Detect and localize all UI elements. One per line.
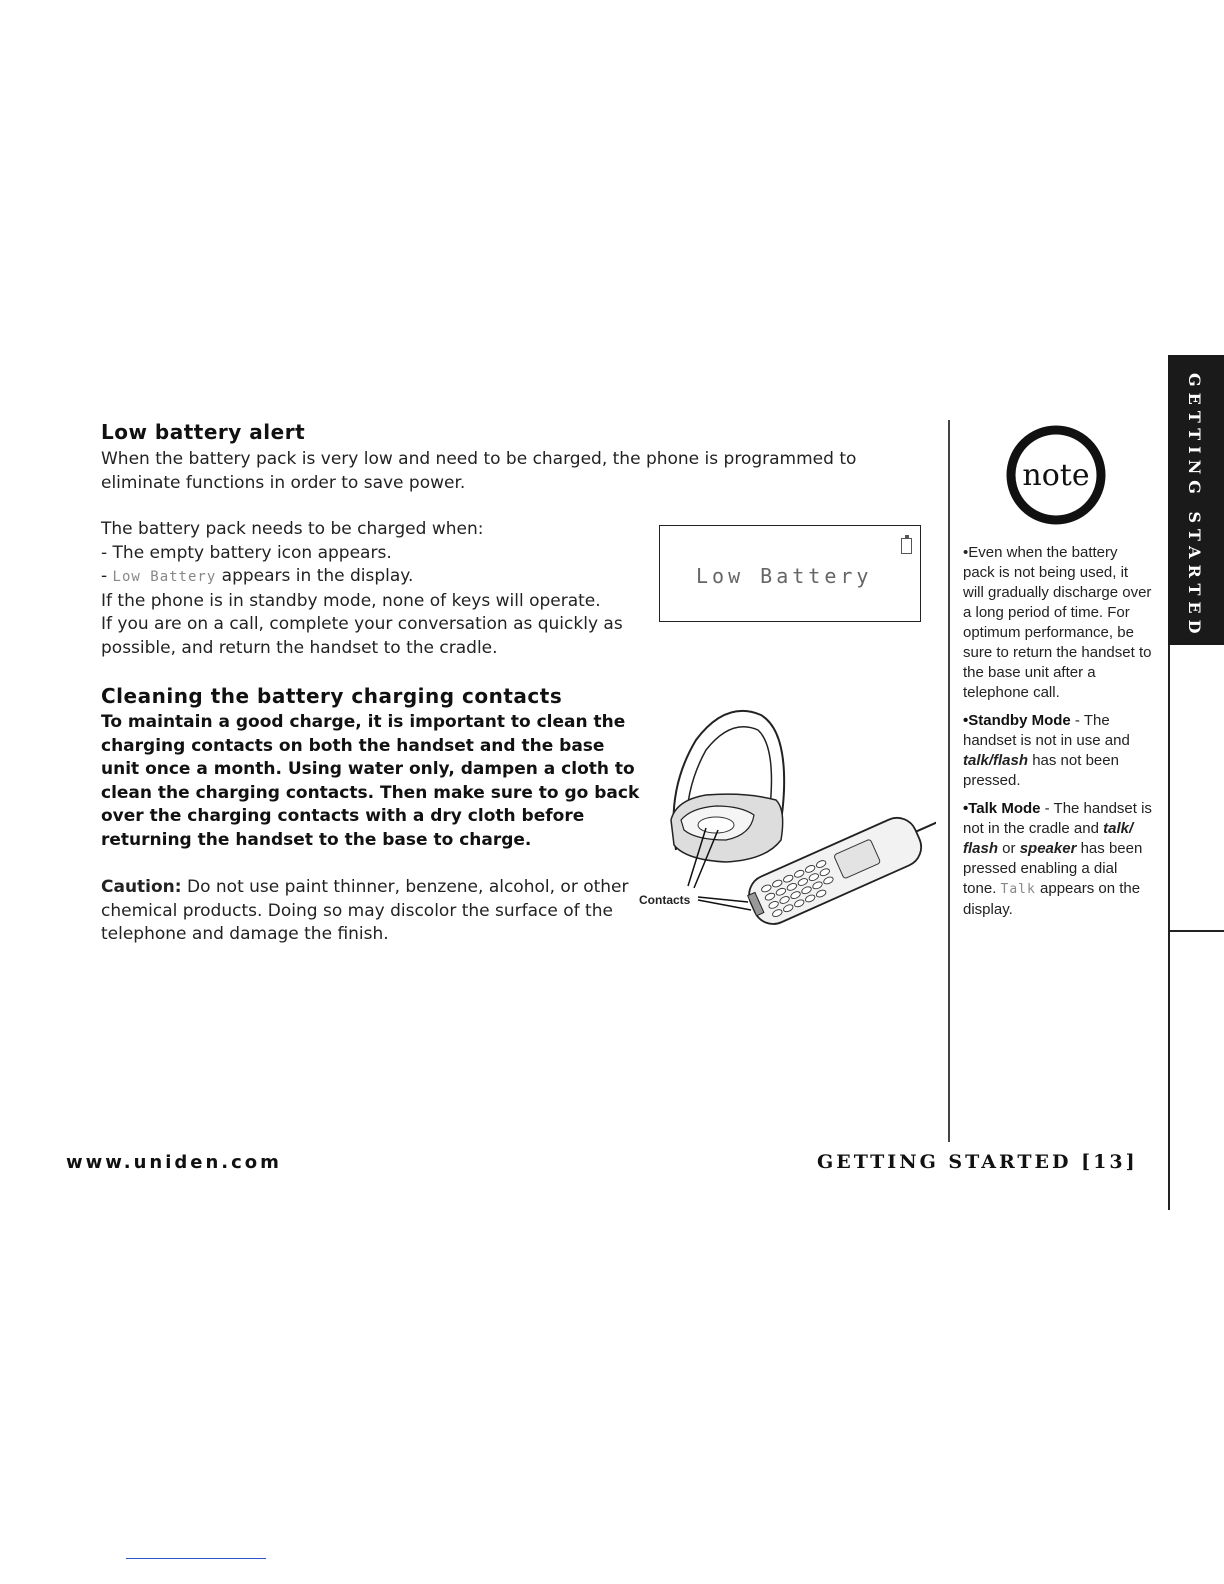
lcd-talk-text: Talk: [1000, 882, 1036, 897]
note-item-standby: •Standby Mode - The handset is not in use and talk/flash has not been pressed.: [963, 712, 1130, 789]
tab-rule: [1168, 645, 1170, 1210]
battery-tip: [905, 535, 909, 538]
footer-page-label: GETTING STARTED [13]: [817, 1151, 1138, 1173]
bottom-rule: [126, 1558, 266, 1559]
bullet-low-battery: - Low Battery appears in the display.: [101, 566, 414, 586]
note-content: [963, 543, 1153, 920]
empty-battery-icon: [901, 538, 912, 554]
low-battery-intro: When the battery pack is very low and need to be charged, the phone is programmed to eliminate functions in order to save power.: [101, 449, 857, 493]
svg-text:note: note: [1022, 458, 1090, 493]
lcd-display: [659, 525, 921, 622]
side-tab-label: GETTING STARTED: [1185, 373, 1204, 640]
column-divider: [948, 420, 950, 1142]
contacts-label: Contacts: [639, 893, 691, 907]
phone-charging-illustration: [636, 700, 936, 945]
standby-text: If the phone is in standby mode, none of keys will operate.: [101, 590, 601, 611]
section-side-tab: [1168, 355, 1224, 645]
lcd-inline-text: Low Battery: [112, 569, 217, 585]
lcd-display-text: Low Battery: [696, 564, 873, 588]
bullet-empty-icon: - The empty battery icon appears.: [101, 542, 392, 563]
note-item-talk: •Talk Mode - The handset is not in the cradle and talk/ flash or speaker has been pressed enabling a dial tone. Talk appears on the display.: [963, 800, 1152, 918]
tab-tick: [1168, 930, 1224, 932]
low-battery-details: [101, 518, 661, 660]
note-item-discharge: •Even when the battery pack is not being used, it will gradually discharge over a long period of time. For optimum performance, be sure to return the handset to the base unit after a telephone call.: [963, 544, 1152, 701]
caution-label: Caution:: [101, 877, 182, 897]
section-title-cleaning: Cleaning the battery charging contacts: [101, 684, 563, 708]
needs-charge-text: The battery pack needs to be charged when:: [101, 519, 484, 539]
oncall-text: If you are on a call, complete your conversation as quickly as possible, and return the handset to the cradle.: [101, 614, 623, 658]
cleaning-instructions: To maintain a good charge, it is important to clean the charging contacts on both the handset and the base unit once a month. Using water only, dampen a cloth to clean the charging contacts. Then make sure to go back over the charging contacts with a dry cloth before returning the handset to the base to charge.: [101, 712, 640, 850]
caution-text: Caution: Do not use paint thinner, benzene, alcohol, or other chemical products. Doing so may discolor the surface of the telephone and damage the finish.: [101, 877, 629, 944]
note-icon: [1004, 425, 1114, 525]
footer-website: www.uniden.com: [66, 1152, 282, 1173]
section-title-low-battery: Low battery alert: [101, 420, 306, 444]
